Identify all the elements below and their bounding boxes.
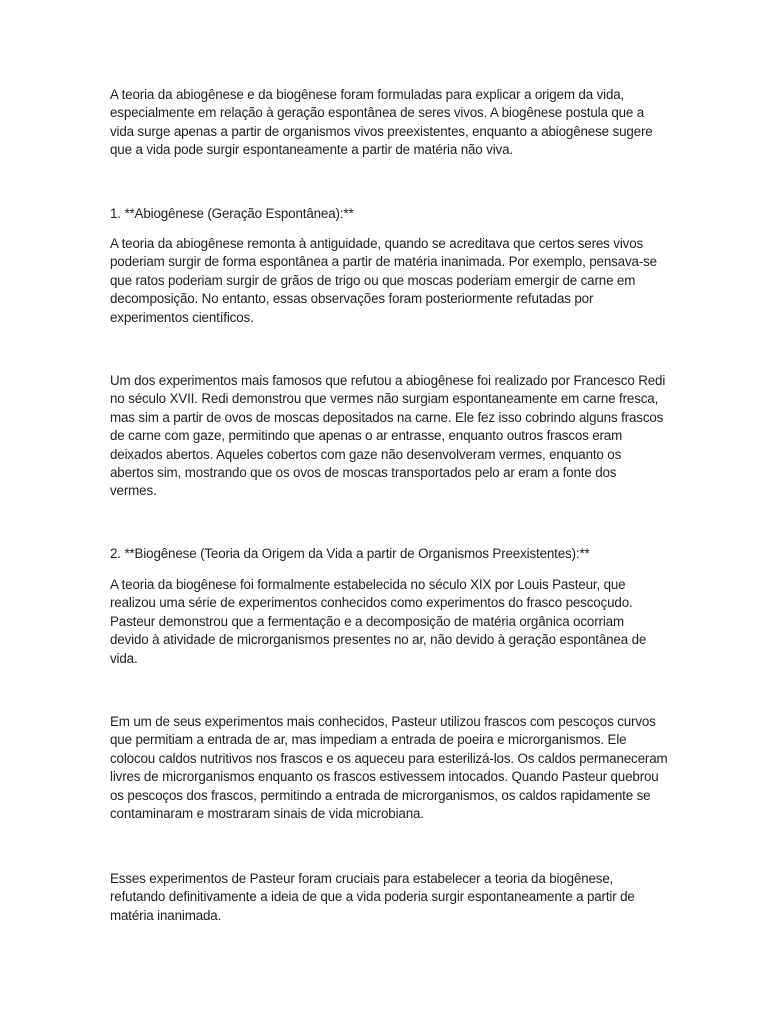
text-line: devido à atividade de microrganismos presentes no ar, não devido à geração espontânea de (110, 632, 647, 648)
text-line: abertos sim, mostrando que os ovos de moscas transportados pelo ar eram a fonte dos (110, 465, 617, 481)
text-line: vermes. (110, 483, 157, 499)
redi-paragraph (110, 372, 666, 501)
text-line: A teoria da abiogênese e da biogênese foram formuladas para explicar a origem da vida, (110, 87, 625, 102)
text-line: que a vida pode surgir espontaneamente a partir de matéria não viva. (110, 142, 513, 158)
section-heading-biogenese (110, 545, 662, 563)
text-line: poderiam surgir de forma espontânea a partir de matéria inanimada. Por exemplo, pensava-se (110, 254, 657, 270)
text-line: vida. (110, 650, 138, 666)
section-heading-abiogenese (110, 205, 662, 223)
intro-paragraph (110, 86, 662, 160)
text-line: vida surge apenas a partir de organismos vivos preexistentes, enquanto a abiogênese sugere (110, 123, 653, 139)
text-line: contaminaram e mostraram sinais de vida microbiana. (110, 806, 424, 822)
text-line: Em um de seus experimentos mais conhecidos, Pasteur utilizou frascos com pescoços curvos (110, 714, 656, 729)
text-line: mas sim a partir de ovos de moscas depositados na carne. Ele fez isso cobrindo alguns frascos (110, 409, 664, 425)
text-line: A teoria da biogênese foi formalmente estabelecida no século XIX por Louis Pasteur, que (110, 577, 626, 592)
text-line: 1. **Abiogênese (Geração Espontânea):** (110, 206, 354, 221)
text-line: Pasteur demonstrou que a fermentação e a decomposição de matéria orgânica ocorriam (110, 613, 624, 629)
text-line: experimentos científicos. (110, 309, 254, 325)
text-line: no século XVII. Redi demonstrou que vermes não surgiam espontaneamente em carne fresca, (110, 391, 659, 407)
text-line: Esses experimentos de Pasteur foram cruciais para estabelecer a teoria da biogênese, (110, 871, 614, 886)
text-line: deixados abertos. Aqueles cobertos com gaze não desenvolveram vermes, enquanto os (110, 446, 622, 462)
text-line: 2. **Biogênese (Teoria da Origem da Vida a partir de Organismos Preexistentes):** (110, 546, 590, 561)
text-line: colocou caldos nutritivos nos frascos e os aqueceu para esterilizá-los. Os caldos permaneceram (110, 750, 668, 766)
pasteur-experiment-paragraph (110, 713, 668, 823)
text-line: Um dos experimentos mais famosos que refutou a abiogênese foi realizado por Francesco Redi (110, 373, 666, 388)
text-line: decomposição. No entanto, essas observações foram posteriormente refutadas por (110, 291, 594, 307)
text-line: matéria inanimada. (110, 907, 222, 923)
abiogenese-paragraph (110, 235, 662, 327)
text-line: especialmente em relação à geração espontânea de seres vivos. A biogênese postula que a (110, 105, 645, 121)
text-line: A teoria da abiogênese remonta à antiguidade, quando se acreditava que certos seres vivos (110, 236, 644, 251)
text-line: que ratos poderiam surgir de grãos de trigo ou que moscas poderiam emergir de carne em (110, 272, 636, 288)
text-line: realizou uma série de experimentos conhecidos como experimentos do frasco pescoçudo. (110, 595, 633, 611)
biogenese-paragraph (110, 576, 662, 668)
text-line: de carne com gaze, permitindo que apenas o ar entrasse, enquanto outros frascos eram (110, 428, 623, 444)
text-line: refutando definitivamente a ideia de que a vida poderia surgir espontaneamente a partir de (110, 889, 635, 905)
text-line: os pescoços dos frascos, permitindo a entrada de microrganismos, os caldos rapidamente se (110, 787, 651, 803)
conclusion-paragraph (110, 870, 662, 925)
text-line: livres de microrganismos enquanto os frascos estivessem intocados. Quando Pasteur quebrou (110, 769, 659, 785)
text-line: que permitiam a entrada de ar, mas impediam a entrada de poeira e microrganismos. Ele (110, 732, 627, 748)
